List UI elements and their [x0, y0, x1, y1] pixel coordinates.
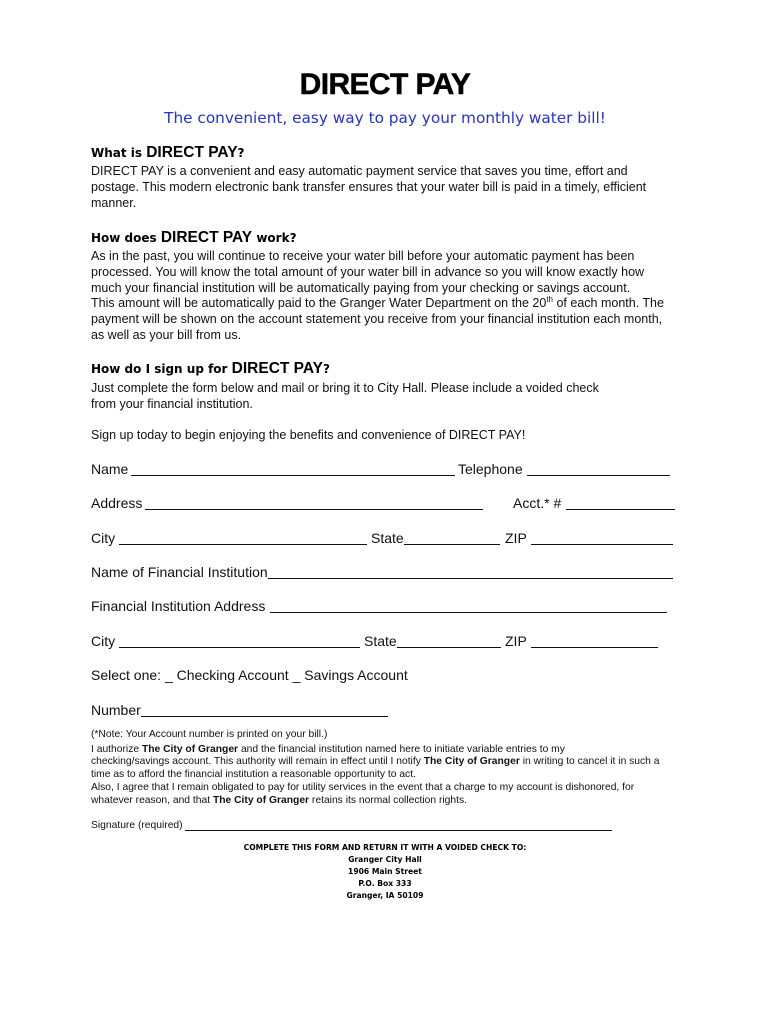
- address-blank: [145, 494, 483, 510]
- account-number-label: Acct.* #: [513, 495, 562, 511]
- heading-text: work?: [252, 231, 297, 245]
- heading-text: How do I sign up for: [91, 362, 232, 376]
- institution-name-label: Name of Financial Institution: [91, 564, 268, 580]
- ordinal-suffix: th: [546, 295, 553, 305]
- institution-name-row: [0, 563, 770, 581]
- account-type-row: [0, 666, 770, 684]
- paragraph-line: from your financial institution.: [91, 396, 253, 411]
- number-label: Number: [91, 702, 141, 718]
- authorization-line: [91, 744, 660, 757]
- signature-blank: [185, 819, 612, 831]
- account-note: (*Note: Your Account number is printed on your bill.): [91, 729, 328, 740]
- payment-date-text-rest: of each month. The: [553, 296, 664, 311]
- address-line: P.O. Box 333: [358, 879, 412, 888]
- authorization-run: and the financial institution named here to initiate variable entries to my: [238, 743, 565, 755]
- authorization-line: time as to afford the financial institution a reasonable opportunity to act.: [91, 769, 416, 781]
- sign-up-paragraph: [91, 381, 599, 413]
- return-instruction: COMPLETE THIS FORM AND RETURN IT WITH A VOIDED CHECK TO:: [243, 843, 527, 852]
- authorization-line: [91, 756, 660, 769]
- heading-brand: DIRECT PAY: [231, 360, 323, 377]
- address-row: [0, 494, 770, 512]
- payment-date-text: This amount will be automatically paid to the Granger Water Department on the 20: [91, 296, 547, 311]
- heading-text: ?: [322, 362, 330, 376]
- institution-name-blank: [268, 563, 673, 579]
- bank-city-blank: [119, 632, 360, 648]
- telephone-blank: [527, 460, 670, 476]
- address-line: 1906 Main Street: [348, 867, 422, 876]
- authorization-run: in writing to cancel it in such a: [519, 756, 660, 768]
- bank-city-label: City: [91, 633, 116, 649]
- paragraph-line: DIRECT PAY is a convenient and easy automatic payment service that saves you time, effort and: [91, 164, 628, 178]
- city-name: The City of Granger: [423, 756, 520, 768]
- zip-label: ZIP: [505, 530, 527, 546]
- bank-state-blank: [397, 632, 501, 648]
- institution-address-label: Financial Institution Address: [91, 598, 266, 614]
- account-type-select: Select one: _ Checking Account _ Savings Account: [91, 667, 408, 683]
- signature-row: [0, 819, 770, 832]
- paragraph-line: payment will be shown on the account statement you receive from your financial institution each month,: [91, 312, 663, 327]
- authorization-run: checking/savings account. This authority will remain in effect until I notify: [91, 756, 424, 768]
- paragraph-line: processed. You will know the total amount of your water bill in advance so you will know exactly how: [91, 264, 645, 279]
- authorization-run: whatever reason, and that: [91, 794, 213, 806]
- mailing-instructions: [0, 842, 770, 902]
- name-label: Name: [91, 461, 129, 477]
- heading-text: What is: [91, 146, 147, 160]
- institution-address-blank: [270, 597, 667, 613]
- city-name: The City of Granger: [141, 743, 239, 755]
- heading-text: How does: [91, 231, 161, 245]
- authorization-line: [91, 795, 660, 808]
- paragraph-line: As in the past, you will continue to receive your water bill before your automatic payment has been: [91, 249, 635, 263]
- state-label: State: [371, 530, 404, 546]
- signature-label: Signature (required): [91, 820, 183, 831]
- authorization-text: [91, 744, 660, 808]
- institution-address-row: [0, 597, 770, 615]
- paragraph-line: Just complete the form below and mail or bring it to City Hall. Please include a voided check: [91, 381, 599, 395]
- bank-zip-label: ZIP: [505, 633, 527, 649]
- page-title: DIRECT PAY: [299, 68, 471, 101]
- authorization-line: Also, I agree that I remain obligated to pay for utility services in the event that a charge to my account is dishonored, for: [91, 781, 635, 793]
- heading-brand: DIRECT PAY: [160, 229, 253, 246]
- paragraph-line: much your financial institution will be automatically paying from your checking or savings account.: [91, 280, 631, 295]
- bank-state-label: State: [364, 633, 397, 649]
- address-label: Address: [91, 495, 143, 511]
- bank-city-row: [0, 632, 770, 650]
- heading-brand: DIRECT PAY: [146, 144, 238, 161]
- section-heading-what-is: [91, 143, 245, 163]
- name-row: [0, 460, 770, 478]
- city-blank: [119, 529, 367, 545]
- city-name: The City of Granger: [212, 794, 310, 806]
- paragraph-line: as well as your bill from us.: [91, 327, 242, 342]
- page-subtitle: The convenient, easy way to pay your monthly water bill!: [164, 109, 606, 127]
- bank-zip-blank: [531, 632, 658, 648]
- sign-up-invite: Sign up today to begin enjoying the benefits and convenience of DIRECT PAY!: [91, 428, 526, 442]
- name-blank: [131, 460, 455, 476]
- section-heading-sign-up: [91, 359, 330, 379]
- telephone-label: Telephone: [458, 461, 523, 477]
- number-blank: [141, 701, 388, 717]
- section-heading-how-it-works: [91, 228, 297, 248]
- zip-blank: [531, 529, 673, 545]
- heading-text: ?: [237, 146, 245, 160]
- what-is-paragraph: [91, 164, 646, 211]
- paragraph-line: manner.: [91, 195, 137, 210]
- account-number-blank: [566, 494, 675, 510]
- city-label: City: [91, 530, 116, 546]
- paragraph-line: postage. This modern electronic bank transfer ensures that your water bill is paid in a timely, efficient: [91, 179, 647, 194]
- address-line: Granger, IA 50109: [346, 891, 424, 900]
- how-it-works-paragraph: [91, 249, 664, 344]
- authorization-run: retains its normal collection rights.: [309, 794, 468, 806]
- paragraph-line: [91, 296, 664, 312]
- city-row: [0, 529, 770, 547]
- address-line: Granger City Hall: [348, 855, 422, 864]
- authorization-run: I authorize: [91, 743, 142, 755]
- number-row: [0, 701, 770, 719]
- state-blank: [404, 529, 500, 545]
